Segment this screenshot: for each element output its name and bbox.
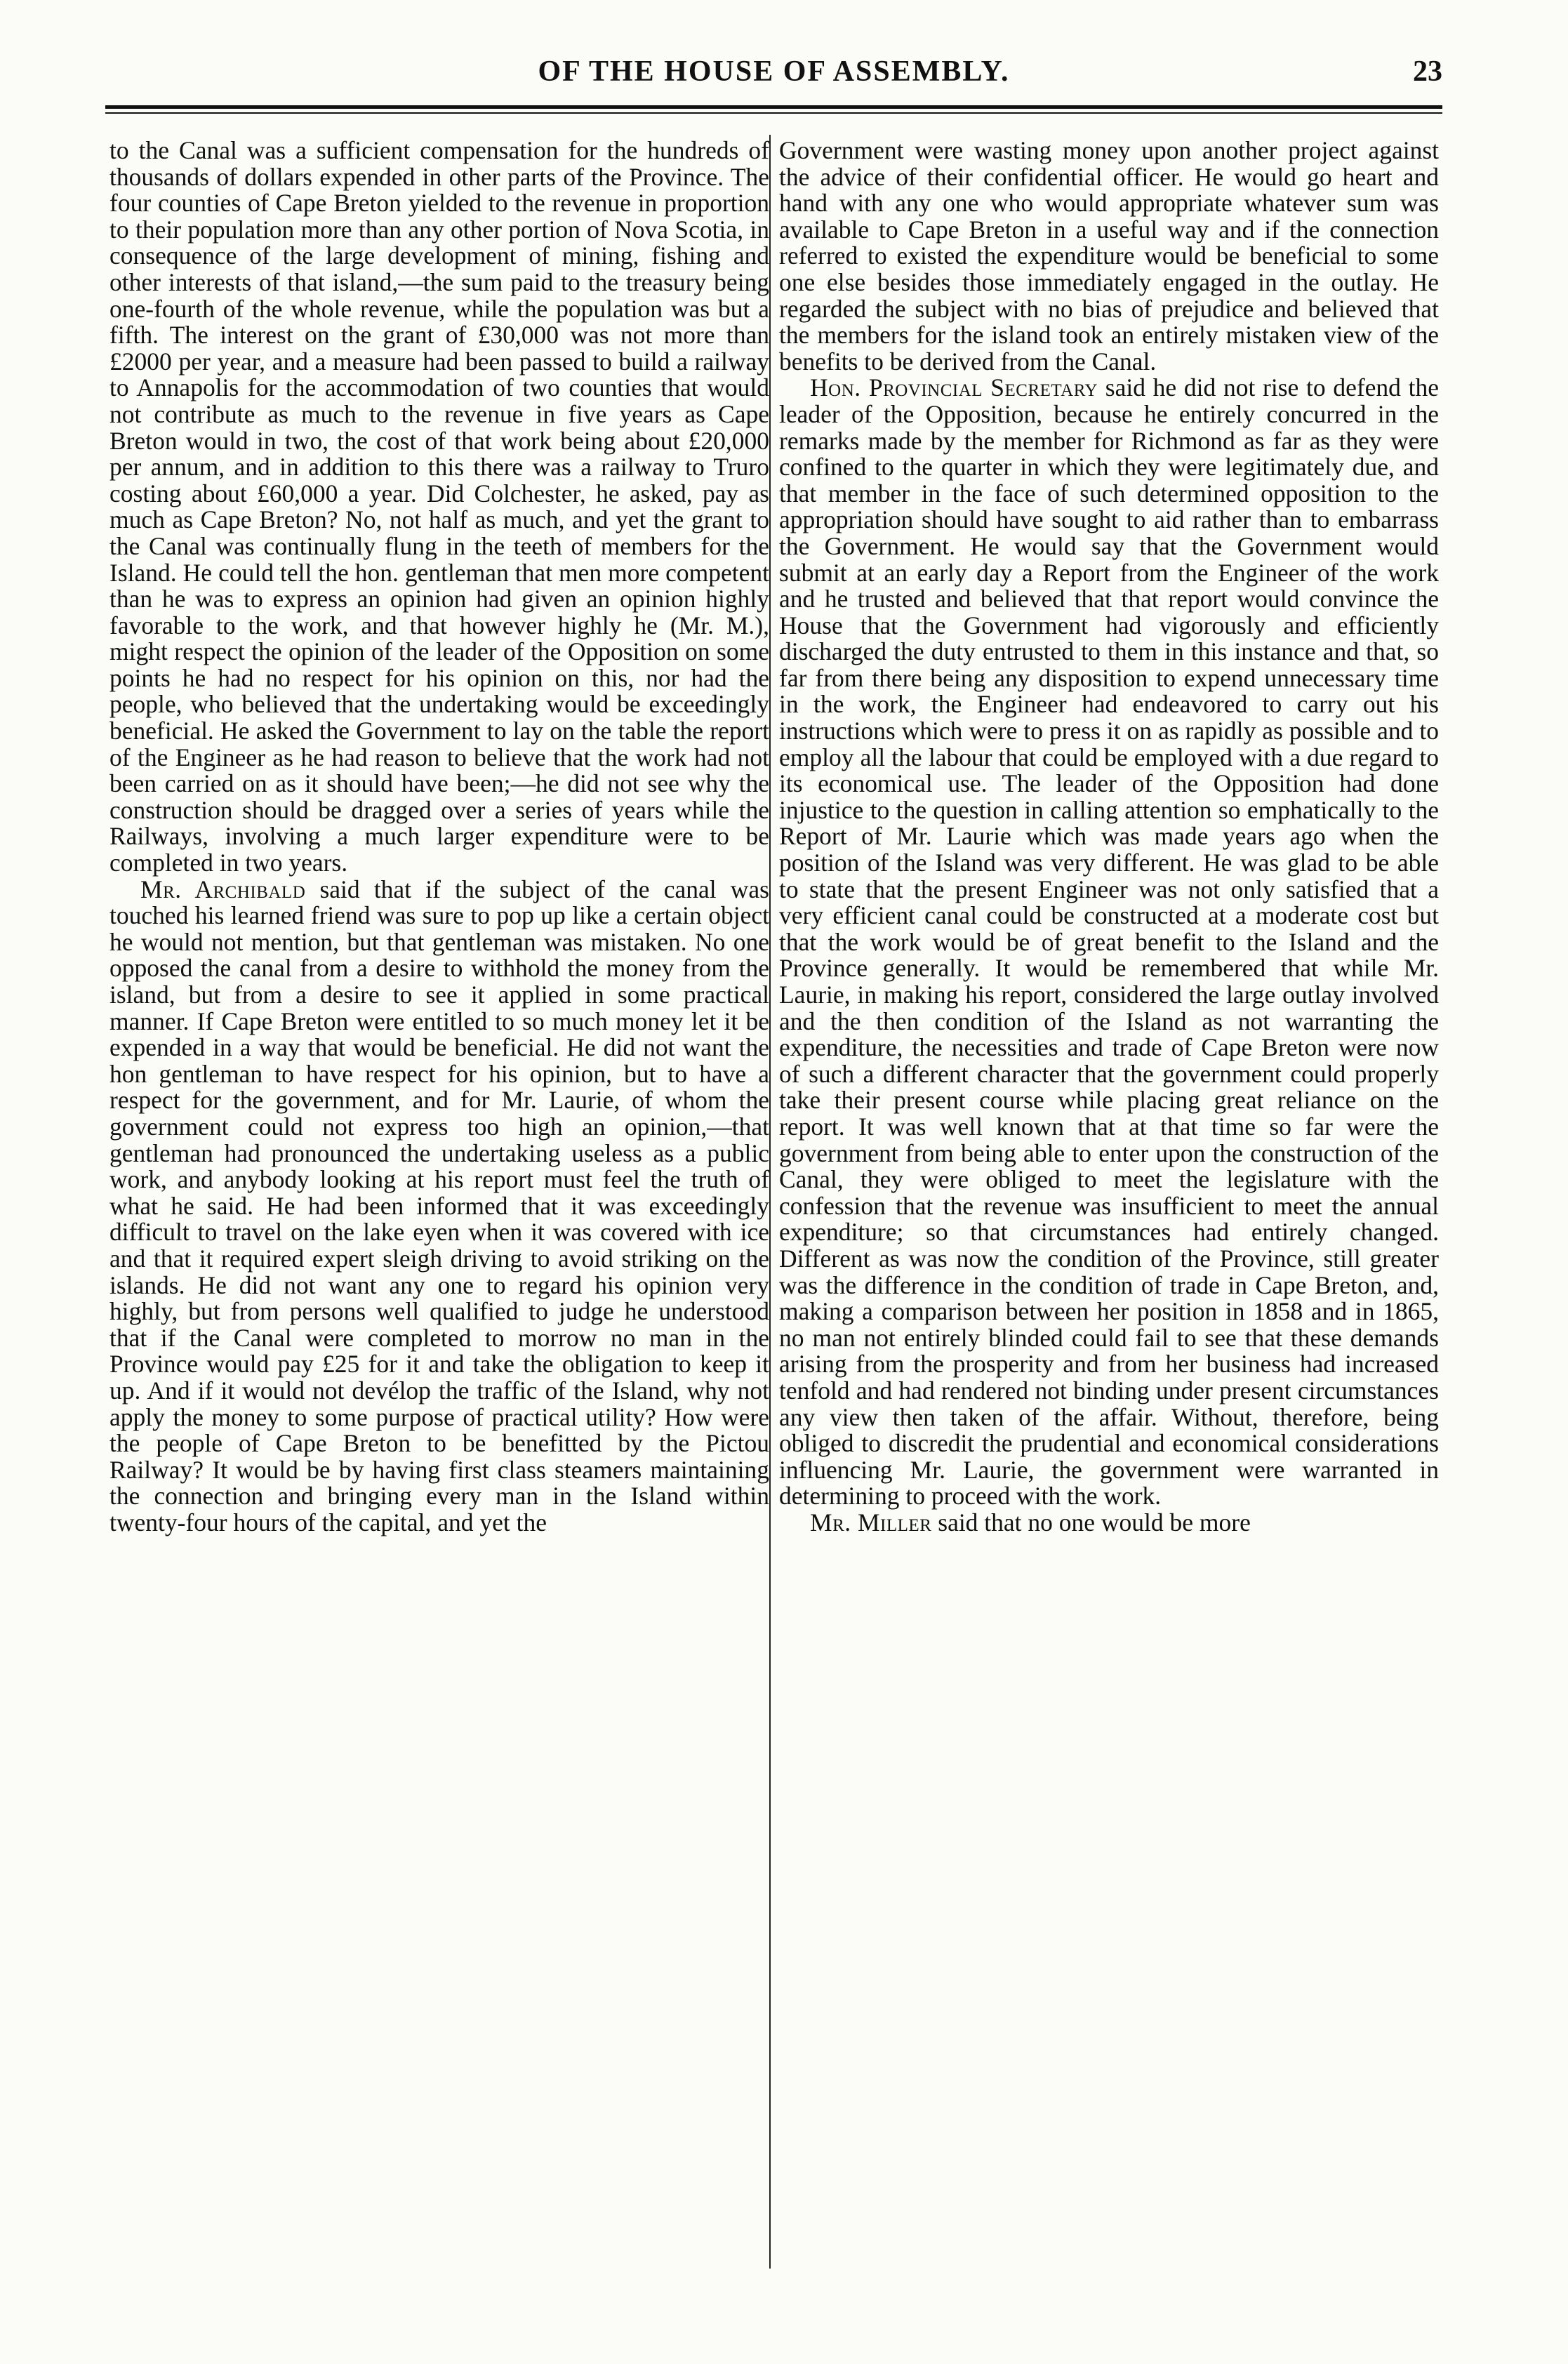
header-rule-thick: [105, 105, 1442, 109]
speaker-name: Hon. Provincial Secretary: [810, 373, 1098, 402]
speech-text: said that if the subject of the canal was touched his learned friend was sure to pop up like a certain object he would not mention, but that gentleman was mistaken. No one opposed the canal from a desire to withhold the money from the island, but from a desire to see it applied in some practical manner. If Cape Breton were entitled to so much money let it be expended in a way that would be beneficial. He did not want the hon gentleman to have respect for his opinion, but to have a respect for the government, and for Mr. Laurie, of whom the government could not express too high an opinion,—that gentleman had pronounced the undertaking useless as a public work, and anybody looking at his report must feel the truth of what he said. He had been informed that it was exceedingly difficult to travel on the lake eyen when it was covered with ice and that it required expert sleigh driving to avoid striking on the islands. He did not want any one to regard his opinion very highly, but from persons well qualified to judge he understood that if the Canal were completed to morrow no man in the Province would pay £25 for it and take the obligation to keep it up. And if it would not devélop the traffic of the Island, why not apply the money to some purpose of practical utility? How were the people of Cape Breton to be benefitted by the Pictou Railway? It would be by having first class steamers maintaining the connection and bringing every man in the Island within twenty-four hours of the capital, and yet the: [109, 875, 769, 1536]
speech-text: said that no one would be more: [931, 1508, 1251, 1536]
page-title: OF THE HOUSE OF ASSEMBLY.: [538, 55, 1010, 88]
speaker-name: Mr. Miller: [810, 1508, 932, 1536]
paragraph: [779, 375, 1439, 1510]
column-divider: [769, 135, 771, 2269]
speaker-name: Mr. Archibald: [140, 875, 306, 903]
left-column: [109, 138, 769, 1536]
paragraph: to the Canal was a sufficient compensation for the hundreds of thousands of dollars expended in other parts of the Province. The four counties of Cape Breton yielded to the revenue in proportion to their population more than any other portion of Nova Scotia, in consequence of the large development of mining, fishing and other interests of that island,—the sum paid to the treasury being one-fourth of the whole revenue, while the population was but a fifth. The interest on the grant of £30,000 was not more than £2000 per year, and a measure had been passed to build a railway to Annapolis for the accommodation of two counties that would not contribute as much to the revenue in five years as Cape Breton would in two, the cost of that work being about £20,000 per annum, and in addition to this there was a railway to Truro costing about £60,000 a year. Did Colchester, he asked, pay as much as Cape Breton? No, not half as much, and yet the grant to the Canal was continually flung in the teeth of members for the Island. He could tell the hon. gentleman that men more competent than he was to express an opinion had given an opinion highly favorable to the work, and that however highly he (Mr. M.), might respect the opinion of the leader of the Opposition on some points he had no respect for his opinion on this, nor had the people, who believed that the undertaking would be exceedingly beneficial. He asked the Government to lay on the table the report of the Engineer as he had reason to believe that the work had not been carried on as it should have been;—he did not see why the construction should be dragged over a series of years while the Railways, involving a much larger expenditure were to be completed in two years.: [109, 136, 769, 877]
page-number: 23: [1413, 55, 1442, 88]
right-column: [779, 138, 1439, 1536]
header-rule-thin: [105, 112, 1442, 114]
running-head: [105, 49, 1442, 112]
paragraph: [779, 1510, 1439, 1536]
speech-text: said he did not rise to defend the leader of the Opposition, because he entirely concurred in the remarks made by the member for Richmond as far as they were confined to the quarter in which they were legitimately due, and that member in the face of such determined opposition to the appropriation should have sought to aid rather than to embarrass the Government. He would say that the Government would submit at an early day a Report from the Engineer of the work and he trusted and believed that that report would convince the House that the Government had vigorously and efficiently discharged the duty entrusted to them in this instance and that, so far from there being any disposition to expend unnecessary time in the work, the Engineer had endeavored to carry out his instructions which were to press it on as rapidly as possible and to employ all the labour that could be employed with a due regard to its economical use. The leader of the Opposition had done injustice to the question in calling attention so emphatically to the Report of Mr. Laurie which was made years ago when the position of the Island was very different. He was glad to be able to state that the present Engineer was not only satisfied that a very efficient canal could be constructed at a moderate cost but that the work would be of great benefit to the Island and the Province generally. It would be remembered that while Mr. Laurie, in making his report, considered the large outlay involved and the then condition of the Island as not warranting the expenditure, the necessities and trade of Cape Breton were now of such a different character that the government could properly take their present course while placing great reliance on the report. It was well known that at that time so far were the government from being able to enter upon the construction of the Canal, they were obliged to meet the legislature with the confession that the revenue was insufficient to meet the annual expenditure; so that circumstances had entirely changed. Different as was now the condition of the Province, still greater was the difference in the condition of trade in Cape Breton, and, making a comparison between her position in 1858 and in 1865, no man not entirely blinded could fail to see that these demands arising from the prosperity and from her business had increased tenfold and had rendered not binding under present circumstances any view then taken of the affair. Without, therefore, being obliged to discredit the prudential and economical considerations influencing Mr. Laurie, the government were warranted in determining to proceed with the work.: [779, 373, 1439, 1510]
paragraph: Government were wasting money upon another project against the advice of their confidential officer. He would go heart and hand with any one who would appropriate whatever sum was available to Cape Breton in a useful way and if the connection referred to existed the expenditure would be beneficial to some one else besides those immediately engaged in the outlay. He regarded the subject with no bias of prejudice and believed that the members for the island took an entirely mistaken view of the benefits to be derived from the Canal.: [779, 136, 1439, 376]
paragraph: [109, 877, 769, 1536]
